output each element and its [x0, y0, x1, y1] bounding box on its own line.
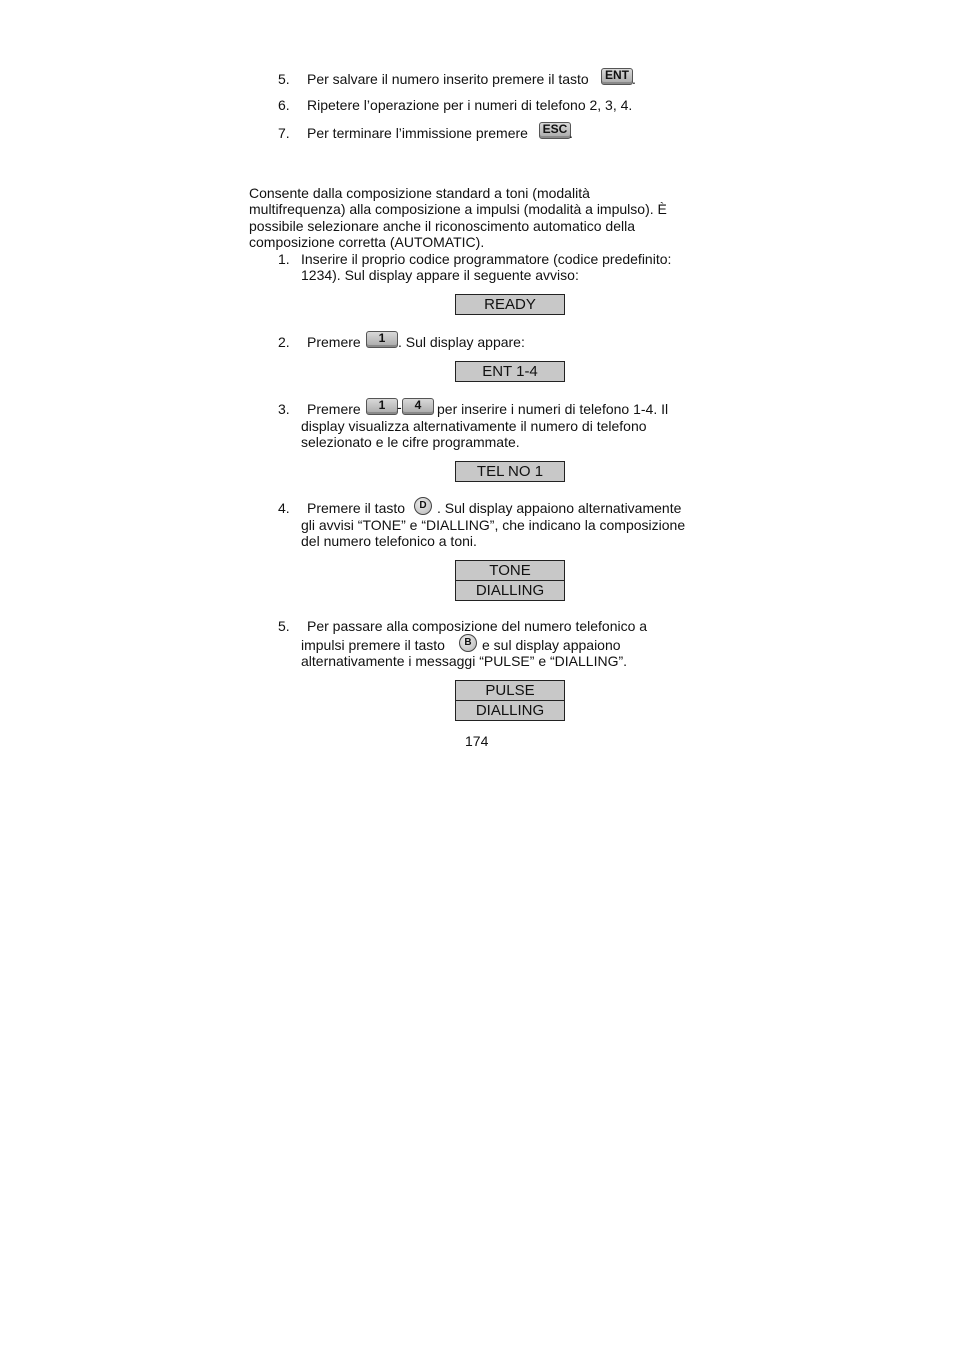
step-text: 1234). Sul display appare il seguente avviso:: [301, 267, 579, 283]
intro-line: composizione corretta (AUTOMATIC).: [249, 234, 485, 250]
lcd-row: READY: [484, 296, 536, 313]
page-number: 174: [465, 733, 489, 749]
step-text: Per salvare il numero inserito premere il tasto: [307, 71, 589, 87]
step-text: Premere il tasto: [307, 500, 406, 516]
step-text: . Sul display appaiono alternativamente: [437, 500, 682, 516]
d-key-icon: D: [414, 497, 432, 515]
step-text: del numero telefonico a toni.: [301, 533, 477, 549]
digit-1-key-icon: 1: [366, 398, 398, 415]
step-text: gli avvisi “TONE” e “DIALLING”, che indicano la composizione: [301, 517, 686, 533]
step-text: per inserire i numeri di telefono 1-4. Il: [437, 401, 669, 417]
step-text: e sul display appaiono: [482, 637, 621, 653]
esc-key-icon: ESC: [539, 122, 571, 139]
lcd-display: [455, 294, 565, 315]
step-text: display visualizza alternativamente il numero di telefono: [301, 418, 647, 434]
step-number: 4.: [278, 500, 290, 516]
ent-key-icon: ENT: [601, 68, 633, 85]
step-dash: -: [397, 399, 402, 415]
lcd-display: [455, 560, 565, 601]
intro-line: Consente dalla composizione standard a toni (modalità: [249, 185, 590, 201]
step-number: 1.: [278, 251, 290, 267]
step-punct: .: [632, 71, 636, 87]
step-text: Premere: [307, 334, 361, 350]
lcd-row: PULSE: [485, 682, 535, 699]
step-number: 5.: [278, 71, 290, 87]
lcd-row: DIALLING: [456, 580, 564, 600]
digit-4-key-icon: 4: [402, 398, 434, 415]
digit-1-key-icon: 1: [366, 331, 398, 348]
b-key-icon: B: [459, 634, 477, 652]
lcd-row: TONE: [489, 562, 531, 579]
step-number: 3.: [278, 401, 290, 417]
lcd-display: [455, 361, 565, 382]
step-number: 7.: [278, 125, 290, 141]
step-text: Ripetere l’operazione per i numeri di telefono 2, 3, 4.: [307, 97, 633, 113]
lcd-row: ENT 1-4: [482, 363, 538, 380]
step-text: Per passare alla composizione del numero telefonico a: [307, 618, 648, 634]
step-text: alternativamente i messaggi “PULSE” e “DIALLING”.: [301, 653, 628, 669]
intro-line: possibile selezionare anche il riconoscimento automatico della: [249, 218, 635, 234]
lcd-display: [455, 461, 565, 482]
step-number: 5.: [278, 618, 290, 634]
step-punct: .: [569, 125, 573, 141]
lcd-row: TEL NO 1: [476, 463, 544, 480]
intro-line: multifrequenza) alla composizione a impulsi (modalità a impulso). È: [249, 201, 667, 217]
step-text: impulsi premere il tasto: [301, 637, 445, 653]
lcd-row: DIALLING: [456, 700, 564, 720]
step-number: 6.: [278, 97, 290, 113]
step-number: 2.: [278, 334, 290, 350]
lcd-display: [455, 680, 565, 721]
step-text: selezionato e le cifre programmate.: [301, 434, 520, 450]
step-text: . Sul display appare:: [398, 334, 525, 350]
step-text: Premere: [307, 401, 361, 417]
step-text: Per terminare l’immissione premere: [307, 125, 528, 141]
step-text: Inserire il proprio codice programmatore (codice predefinito:: [301, 251, 672, 267]
